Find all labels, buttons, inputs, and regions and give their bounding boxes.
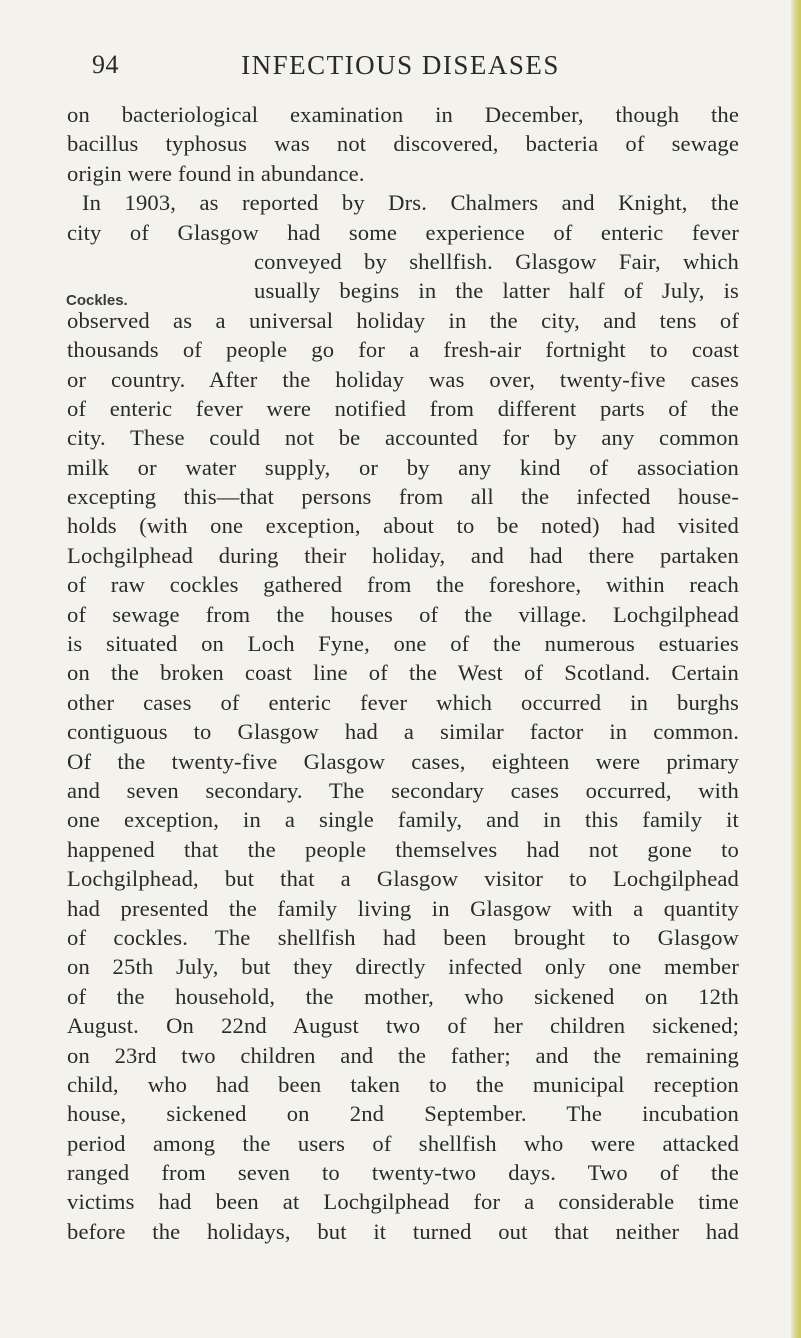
- text-line: one exception, in a single family, and in this family it: [67, 807, 739, 833]
- text-line: origin were found in abundance.: [67, 160, 365, 186]
- text-line: had presented the family living in Glasgow with a quantity: [67, 895, 739, 921]
- text-line: of the household, the mother, who sickened on 12th: [67, 983, 739, 1009]
- page-header: [0, 50, 801, 90]
- running-head: INFECTIOUS DISEASES: [241, 50, 560, 80]
- text-line: on 25th July, but they directly infected only one member: [67, 954, 739, 980]
- text-line: observed as a universal holiday in the city, and tens of: [67, 307, 739, 333]
- text-line: usually begins in the latter half of July, is: [254, 278, 739, 304]
- text-line: is situated on Loch Fyne, one of the numerous estuaries: [67, 631, 739, 657]
- text-line: August. On 22nd August two of her children sickened;: [67, 1013, 739, 1039]
- text-line: city of Glasgow had some experience of enteric fever: [67, 219, 739, 245]
- text-line: of sewage from the houses of the village. Lochgilphead: [67, 601, 739, 627]
- text-line: thousands of people go for a fresh-air fortnight to coast: [67, 337, 739, 363]
- text-line: city. These could not be accounted for by any common: [67, 425, 739, 451]
- text-line: of raw cockles gathered from the foreshore, within reach: [67, 572, 739, 598]
- text-line: of enteric fever were notified from different parts of the: [67, 395, 739, 421]
- text-line: before the holidays, but it turned out that neither had: [67, 1218, 739, 1244]
- text-line: conveyed by shellfish. Glasgow Fair, which: [254, 248, 739, 274]
- text-line: bacillus typhosus was not discovered, bacteria of sewage: [67, 131, 739, 157]
- text-line: child, who had been taken to the municipal reception: [67, 1071, 739, 1097]
- margin-note: Cockles.: [66, 292, 128, 309]
- text-line: on bacteriological examination in December, though the: [67, 102, 739, 127]
- text-line: excepting this—that persons from all the infected house-: [67, 484, 739, 510]
- text-line: other cases of enteric fever which occurred in burghs: [67, 689, 739, 715]
- text-line: Lochgilphead, but that a Glasgow visitor to Lochgilphead: [67, 866, 739, 892]
- text-line: and seven secondary. The secondary cases occurred, with: [67, 777, 739, 803]
- text-line: Of the twenty-five Glasgow cases, eighteen were primary: [67, 748, 739, 774]
- text-line: contiguous to Glasgow had a similar factor in common.: [67, 719, 739, 745]
- text-line: happened that the people themselves had not gone to: [67, 836, 739, 862]
- text-line: on 23rd two children and the father; and the remaining: [67, 1042, 739, 1068]
- text-line: Lochgilphead during their holiday, and had there partaken: [67, 542, 739, 568]
- text-line: victims had been at Lochgilphead for a considerable time: [67, 1189, 739, 1215]
- text-line: ranged from seven to twenty-two days. Two of the: [67, 1160, 739, 1186]
- body-text: [67, 100, 739, 1246]
- text-line: period among the users of shellfish who were attacked: [67, 1130, 739, 1156]
- text-line: of cockles. The shellfish had been brought to Glasgow: [67, 924, 739, 950]
- text-line: In 1903, as reported by Drs. Chalmers and Knight, the: [82, 190, 739, 216]
- text-line: house, sickened on 2nd September. The incubation: [67, 1101, 739, 1127]
- text-line: milk or water supply, or by any kind of association: [67, 454, 739, 480]
- text-line: holds (with one exception, about to be noted) had visited: [67, 513, 739, 539]
- page-edge: [791, 0, 801, 1338]
- text-line: or country. After the holiday was over, twenty-five cases: [67, 366, 739, 392]
- page-number: 94: [92, 50, 119, 79]
- text-line: on the broken coast line of the West of Scotland. Certain: [67, 660, 739, 686]
